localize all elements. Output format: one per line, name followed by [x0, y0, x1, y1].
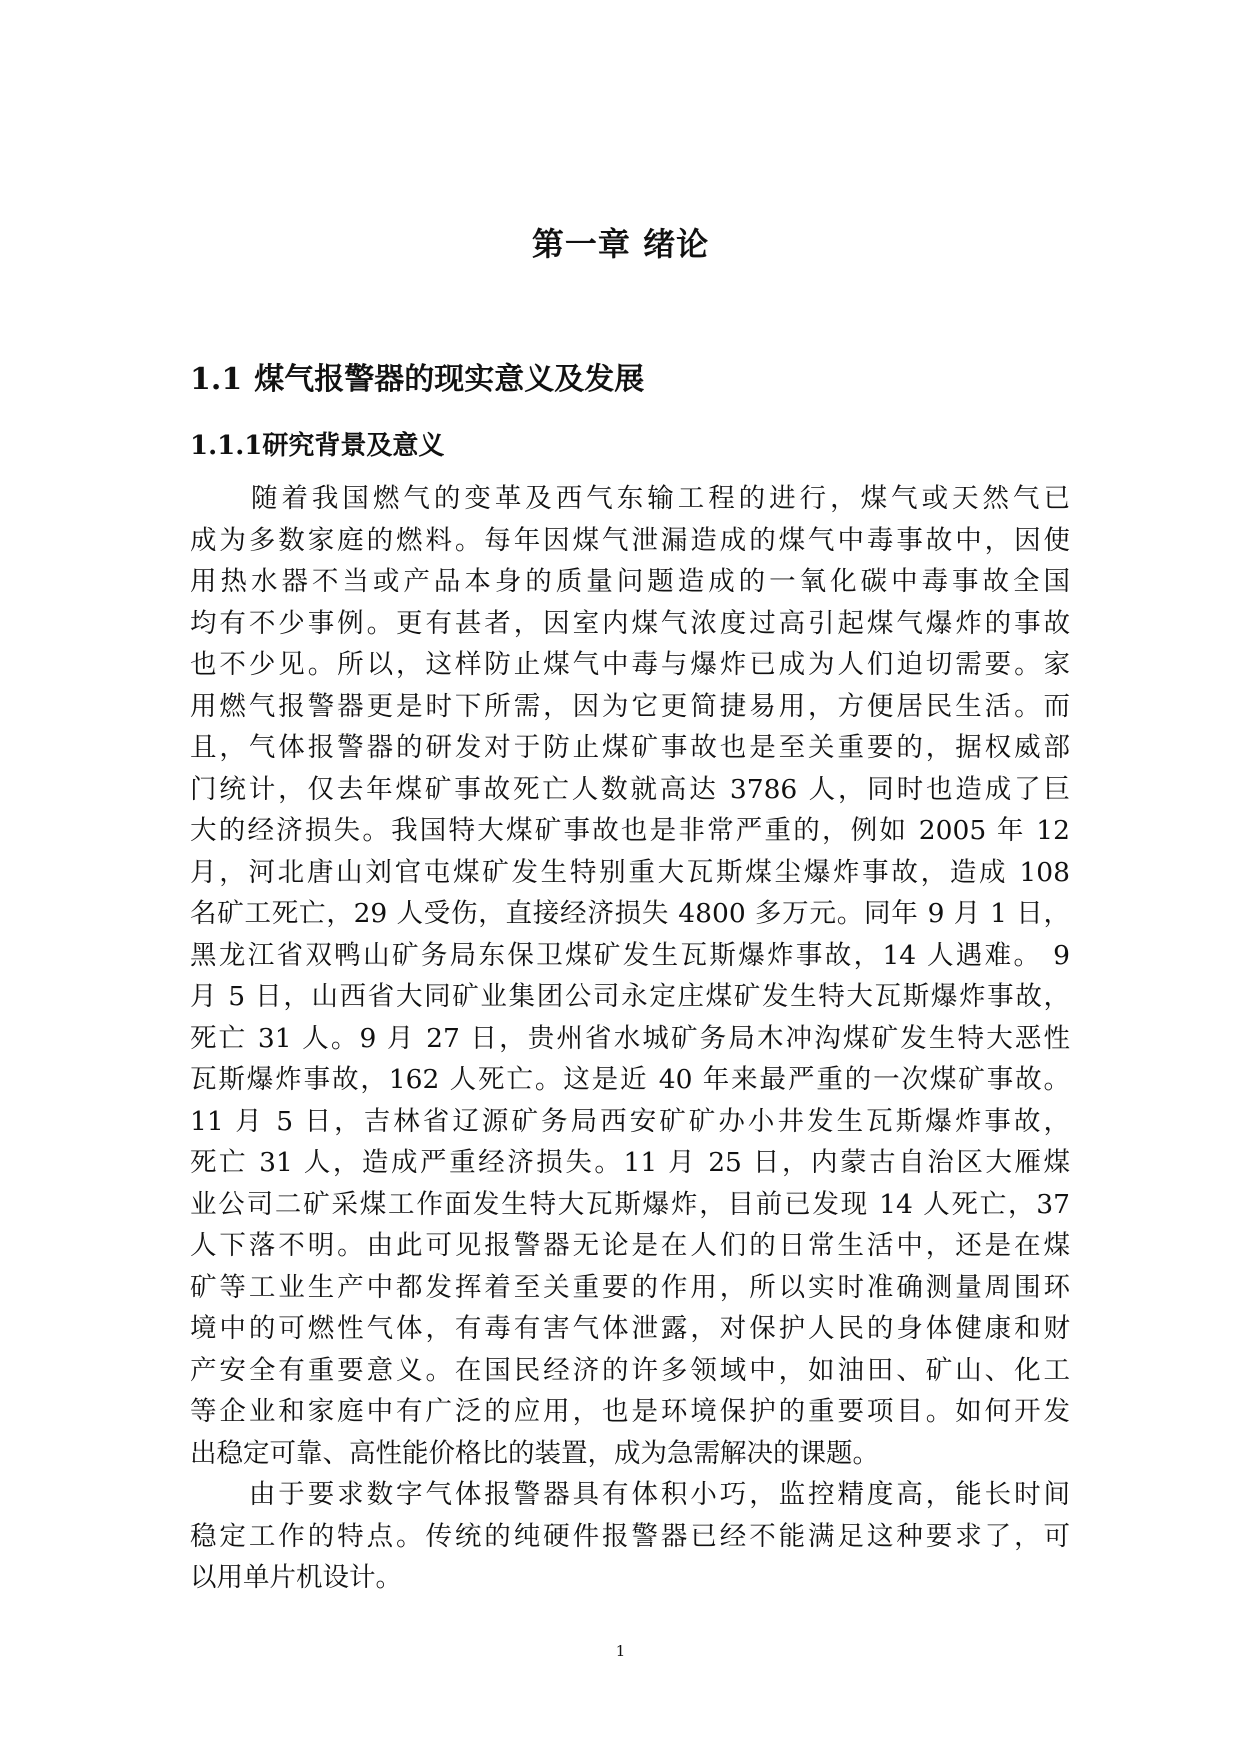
- body-line: 均有不少事例。更有甚者，因室内煤气浓度过高引起煤气爆炸的事故: [190, 607, 1070, 639]
- body-line: 以用单片机设计。: [190, 1562, 402, 1593]
- body-line: 月 5 日，山西省大同矿业集团公司永定庄煤矿发生特大瓦斯爆炸事故，: [190, 981, 1070, 1012]
- body-line: 门统计，仅去年煤矿事故死亡人数就高达 3786 人，同时也造成了巨: [190, 773, 1070, 805]
- body-line: 用热水器不当或产品本身的质量问题造成的一氧化碳中毒事故全国: [190, 566, 1070, 597]
- section-heading: [190, 358, 644, 402]
- body-line: 成为多数家庭的燃料。每年因煤气泄漏造成的煤气中毒事故中，因使: [190, 524, 1070, 556]
- body-line: 名矿工死亡，29 人受伤，直接经济损失 4800 多万元。同年 9 月 1 日，: [190, 898, 1070, 929]
- body-line: 矿等工业生产中都发挥着至关重要的作用，所以实时准确测量周围环: [190, 1271, 1070, 1303]
- subsection-title-text: 研究背景及意义: [262, 431, 445, 461]
- body-line: 用燃气报警器更是时下所需，因为它更简捷易用，方便居民生活。而: [190, 690, 1070, 722]
- subsection-heading: [190, 426, 444, 466]
- body-line: 人下落不明。由此可见报警器无论是在人们的日常生活中，还是在煤: [190, 1230, 1070, 1261]
- section-title-text: 煤气报警器的现实意义及发展: [254, 362, 645, 397]
- body-line: 死亡 31 人，造成严重经济损失。11 月 25 日，内蒙古自治区大雁煤: [190, 1147, 1070, 1178]
- page-number: 1: [615, 1642, 626, 1660]
- body-line: 死亡 31 人。9 月 27 日，贵州省水城矿务局木冲沟煤矿发生特大恶性: [190, 1022, 1070, 1054]
- body-line: 11 月 5 日，吉林省辽源矿务局西安矿矿办小井发生瓦斯爆炸事故，: [190, 1105, 1070, 1137]
- section-number: 1.1: [190, 362, 243, 397]
- body-line: 境中的可燃性气体，有毒有害气体泄露，对保护人民的身体健康和财: [190, 1313, 1070, 1344]
- body-line: 瓦斯爆炸事故，162 人死亡。这是近 40 年来最严重的一次煤矿事故。: [190, 1064, 1070, 1095]
- body-line: 随着我国燃气的变革及西气东输工程的进行，煤气或天然气已: [190, 483, 1070, 514]
- subsection-number: 1.1.1: [190, 431, 263, 461]
- chapter-title: 第一章 绪论: [531, 225, 710, 263]
- body-line: 出稳定可靠、高性能价格比的装置，成为急需解决的课题。: [190, 1437, 879, 1469]
- body-line: 月，河北唐山刘官屯煤矿发生特别重大瓦斯煤尘爆炸事故，造成 108: [190, 856, 1070, 888]
- body-line: 产安全有重要意义。在国民经济的许多领域中，如油田、矿山、化工: [190, 1354, 1070, 1386]
- body-line: 大的经济损失。我国特大煤矿事故也是非常严重的，例如 2005 年 12: [190, 815, 1070, 846]
- body-text: [190, 478, 1070, 1599]
- body-line: 也不少见。所以，这样防止煤气中毒与爆炸已成为人们迫切需要。家: [190, 649, 1070, 680]
- body-line: 黑龙江省双鸭山矿务局东保卫煤矿发生瓦斯爆炸事故，14 人遇难。 9: [190, 939, 1070, 971]
- body-line: 等企业和家庭中有广泛的应用，也是环境保护的重要项目。如何开发: [190, 1396, 1070, 1427]
- body-line: 由于要求数字气体报警器具有体积小巧，监控精度高，能长时间: [190, 1479, 1070, 1510]
- body-line: 业公司二矿采煤工作面发生特大瓦斯爆炸，目前已发现 14 人死亡，37: [190, 1188, 1070, 1220]
- body-line: 稳定工作的特点。传统的纯硬件报警器已经不能满足这种要求了，可: [190, 1520, 1070, 1552]
- body-line: 且，气体报警器的研发对于防止煤矿事故也是至关重要的，据权威部: [190, 732, 1070, 763]
